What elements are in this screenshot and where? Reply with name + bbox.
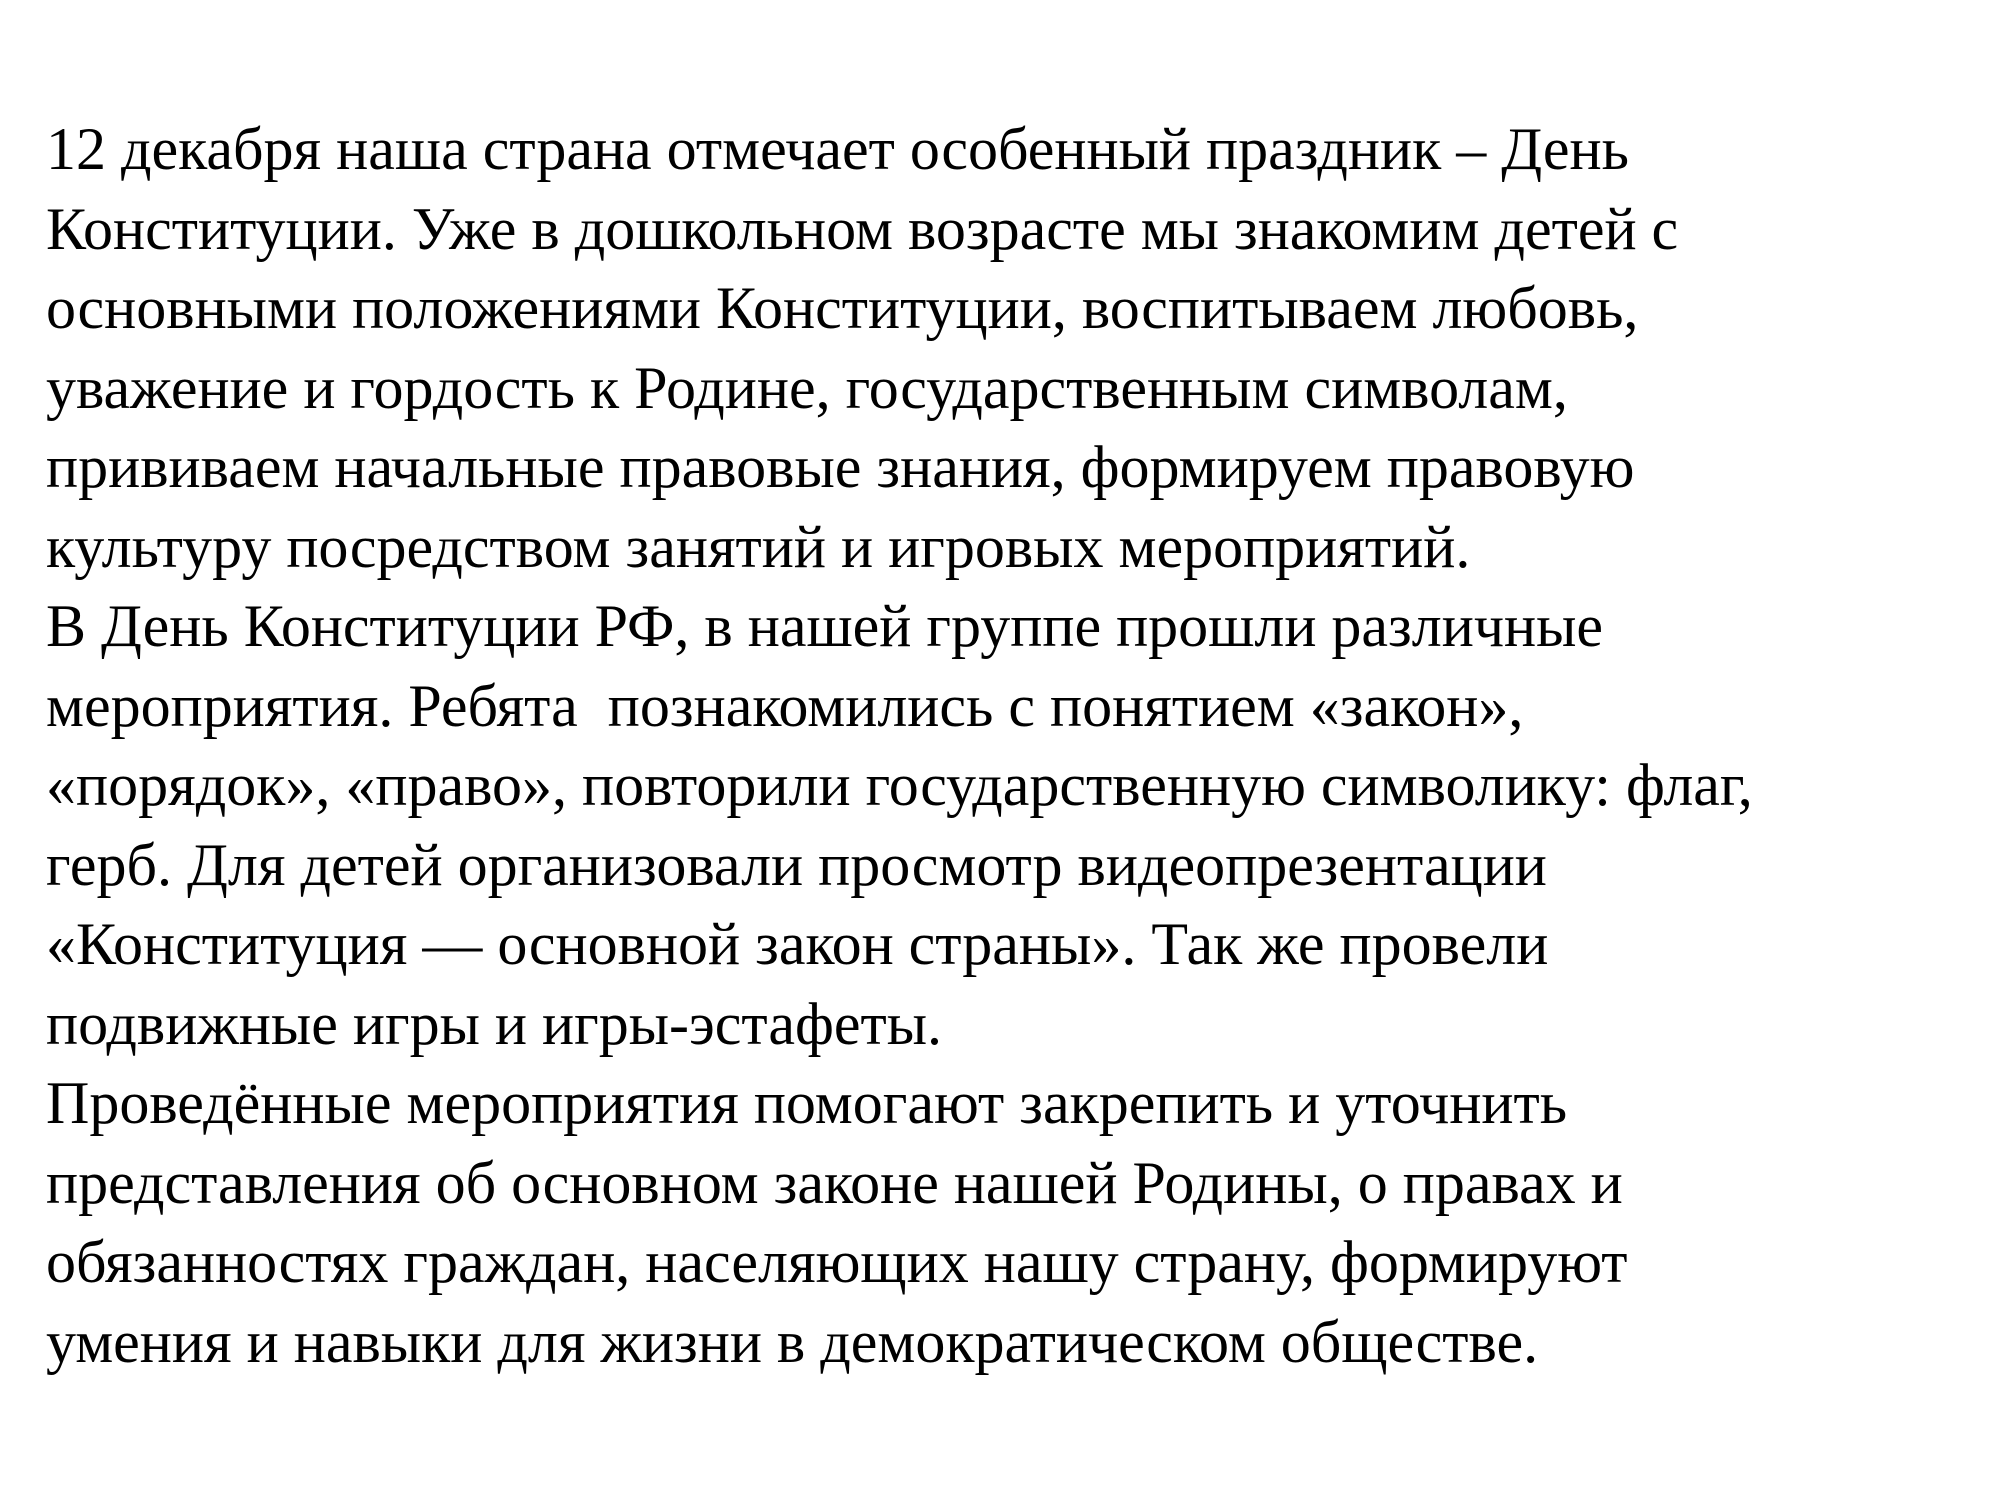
text-line: уважение и гордость к Родине, государственным символам, xyxy=(46,354,1568,421)
text-line: прививаем начальные правовые знания, формируем правовую xyxy=(46,434,1635,500)
text-line: умения и навыки для жизни в демократическом обществе. xyxy=(46,1308,1539,1375)
text-line: представления об основном законе нашей Родины, о правах и xyxy=(46,1149,1623,1216)
text-line: герб. Для детей организовали просмотр видеопрезентации xyxy=(46,831,1547,898)
text-line: «Конституция — основной закон страны». Так же провели xyxy=(46,911,1549,977)
text-line: «порядок», «право», повторили государственную символику: флаг, xyxy=(46,752,1753,818)
body-text xyxy=(46,110,1966,1382)
text-line: обязанностях граждан, населяющих нашу страну, формируют xyxy=(46,1229,1628,1295)
text-line: основными положениями Конституции, воспитываем любовь, xyxy=(46,275,1639,341)
text-line: подвижные игры и игры-эстафеты. xyxy=(46,990,943,1057)
text-line: Проведённые мероприятия помогают закрепить и уточнить xyxy=(46,1070,1568,1136)
text-line: Конституции. Уже в дошкольном возрасте мы знакомим детей с xyxy=(46,195,1679,262)
text-line: В День Конституции РФ, в нашей группе прошли различные xyxy=(46,593,1604,659)
text-line: 12 декабря наша страна отмечает особенный праздник – День xyxy=(46,116,1630,182)
text-line: культуру посредством занятий и игровых мероприятий. xyxy=(46,513,1471,580)
text-line: мероприятия. Ребята познакомились с понятием «закон», xyxy=(46,672,1524,739)
